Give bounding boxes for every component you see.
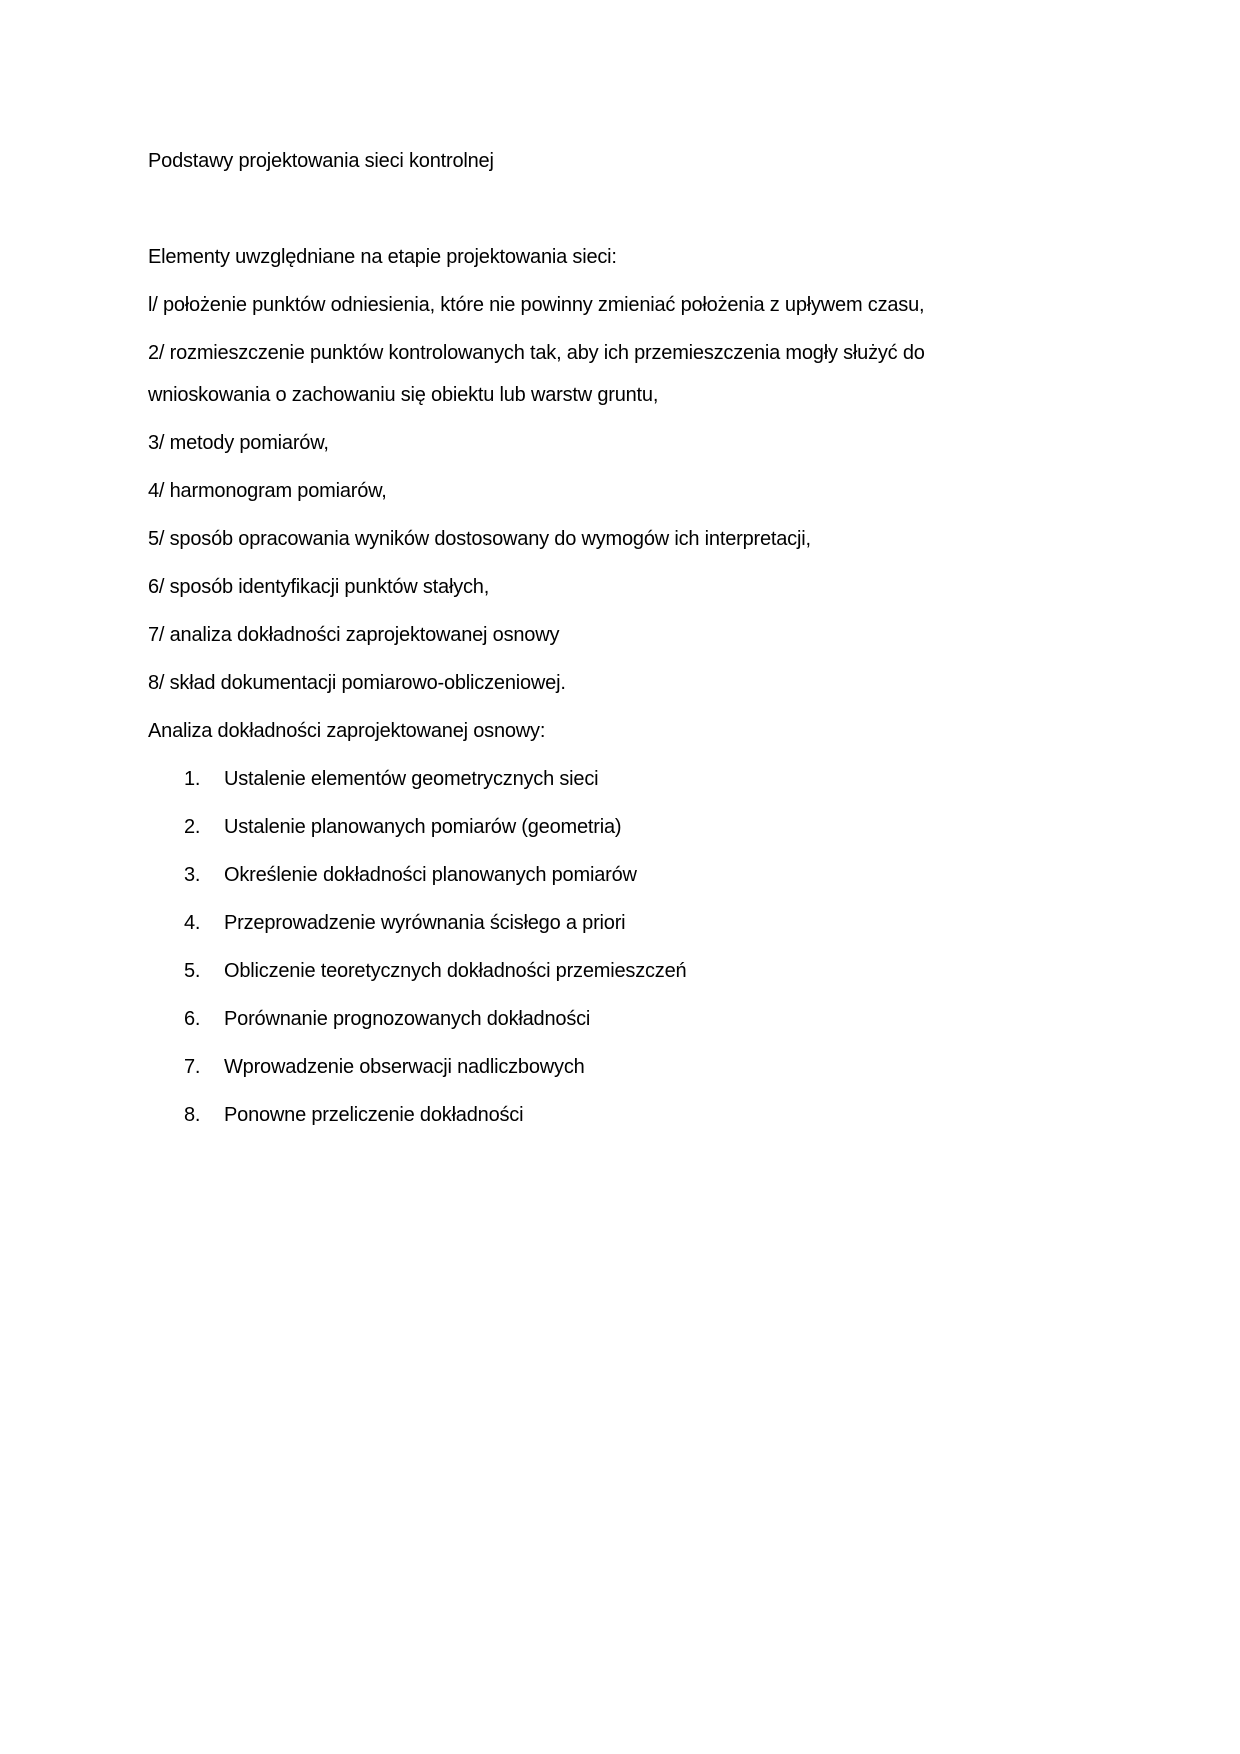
list-item: [184, 814, 621, 840]
section-heading: Elementy uwzględniane na etapie projektowania sieci:: [148, 246, 617, 268]
element-item-5: 5/ sposób opracowania wyników dostosowany do wymogów ich interpretacji,: [148, 528, 811, 550]
list-item-number: 6.: [184, 1008, 201, 1030]
element-item-4: 4/ harmonogram pomiarów,: [148, 480, 387, 502]
element-item-8: 8/ skład dokumentacji pomiarowo-obliczeniowej.: [148, 672, 566, 694]
list-item-number: 4.: [184, 912, 201, 934]
element-item-1: l/ położenie punktów odniesienia, które nie powinny zmieniać położenia z upływem czasu,: [148, 294, 925, 316]
analysis-heading: Analiza dokładności zaprojektowanej osnowy:: [148, 720, 546, 742]
list-item-number: 5.: [184, 960, 201, 982]
list-item-number: 7.: [184, 1056, 201, 1078]
element-item-2: 2/ rozmieszczenie punktów kontrolowanych tak, aby ich przemieszczenia mogły służyć do: [148, 342, 925, 364]
list-item: [184, 910, 625, 936]
list-item: [184, 1102, 523, 1128]
list-item-text: Porównanie prognozowanych dokładności: [224, 1008, 591, 1030]
list-item-number: 2.: [184, 816, 201, 838]
list-item-text: Określenie dokładności planowanych pomiarów: [224, 864, 637, 886]
element-item-6: 6/ sposób identyfikacji punktów stałych,: [148, 576, 490, 598]
list-item: [184, 1054, 585, 1080]
list-item: [184, 766, 598, 792]
list-item-number: 8.: [184, 1104, 201, 1126]
page-title: Podstawy projektowania sieci kontrolnej: [148, 150, 494, 172]
list-item-text: Ustalenie planowanych pomiarów (geometria): [224, 816, 622, 838]
element-item-3: 3/ metody pomiarów,: [148, 432, 329, 454]
list-item-text: Obliczenie teoretycznych dokładności przemieszczeń: [224, 960, 687, 982]
list-item: [184, 958, 686, 984]
list-item: [184, 862, 637, 888]
list-item-number: 1.: [184, 768, 201, 790]
list-item-text: Przeprowadzenie wyrównania ścisłego a priori: [224, 912, 626, 934]
list-item-text: Ustalenie elementów geometrycznych sieci: [224, 768, 599, 790]
list-item-text: Ponowne przeliczenie dokładności: [224, 1104, 524, 1126]
list-item-text: Wprowadzenie obserwacji nadliczbowych: [224, 1056, 585, 1078]
list-item: [184, 1006, 590, 1032]
element-item-7: 7/ analiza dokładności zaprojektowanej osnowy: [148, 624, 560, 646]
list-item-number: 3.: [184, 864, 201, 886]
element-item-2-continued: wnioskowania o zachowaniu się obiektu lub warstw gruntu,: [148, 384, 659, 406]
